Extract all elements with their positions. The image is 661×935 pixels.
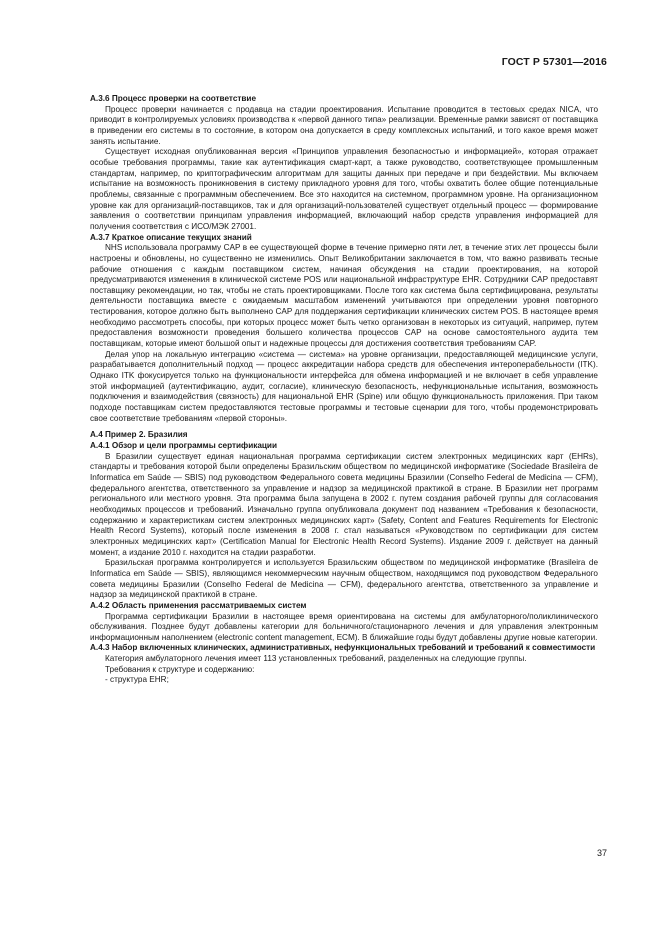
paragraph: NHS использовала программу CAP в ее существующей форме в течение примерно пяти лет, в течение этих лет процессы были настроены и обновлены, но существенно не изменились. Опыт Великобритании заключается в том, что важно развивать тесные рабочие отношения с каждым поставщиком систем, начиная обсуждения на стадии проектирования, на которой предусматриваются изменения в клинической системе POS или национальной инфраструктуре EHR. Сотрудники CAP предоставят поставщику рекомендации, но так, чтобы не стать проектировщиками. После того как система была сертифицирована, результаты деятельности поставщика вместе с ожидаемым масштабом изменений учитываются при определении уровня повторного тестирования, которое должно быть выполнено CAP для поддержания сертификации клинических систем POS. В настоящее время необходимо рассмотреть способы, при которых процесс может быть четко организован в некоторых из ситуаций, например, путем предоставления возможности проведения большего количества процессов CAP на основе самостоятельного аудита тем поставщикам, которые имеют большой опыт и надежные процессы для достижения соответствия требованиям CAP.	[90, 243, 598, 349]
paragraph: Существует исходная опубликованная версия «Принципов управления безопасностью и информацией», которая отражает особые требования программы, такие как аутентификация смарт-карт, а также руководство, соответствующее промышленным стандартам, например, по криптографическим алгоритмам для защиты данных при передаче и при бездействии. Мы включаем испытание на возможность проникновения в систему прикладного уровня для того, чтобы охватить более общие потенциальные проблемы, связанные с программным обеспечением. Все это находится на системном, программном уровне. На организационном уровне как для организаций-поставщиков, так и для организаций-пользователей существует отдельный процесс — формирование заявления о соответствии принципам управления информацией, включающий набор средств управления информацией для получения соответствия с ИСО/МЭК 27001.	[90, 147, 598, 231]
paragraph: Процесс проверки начинается с продавца на стадии проектирования. Испытание проводится в тестовых средах NICA, что приводит в контролируемых условиях производства к «первой данного типа» реализации. Временные рамки зависят от поставщика в приведении его системы в то состояние, в котором она допускается в среду комплексных испытаний, и того какое время может занять испытание.	[90, 104, 598, 146]
page-number: 37	[596, 848, 607, 858]
section-heading-a43: А.4.3 Набор включенных клинических, административных, нефункциональных требований и требований к совместимости	[90, 643, 596, 653]
paragraph: В Бразилии существует единая национальная программа сертификации систем электронных медицинских карт (EHRs), стандарты и требования которой были определены Бразильским обществом по медицинской информатике (Sociedade Brasileira de Informatica em Saúde — SBIS) под руководством Федерального совета медицины Бразилии (Conselho Federal de Medicina — CFM), федерального агентства, ответственного за управление и надзор за медицинской практикой в стране. В Бразилии нет программ регионального или местного уровня. Эта программа была запущена в 2002 г. путем создания рабочей группы для согласования необходимых процессов и требований. Изначально группа опубликовала документ под названием «Требования к безопасности, содержанию и характеристикам систем электронных медицинских карт» (Safety, Content and Features Requirements for Electronic Health Record Systems), который после изменения в 2008 г. стал называться «Руководством по сертификации для систем электронных медицинских карт» (Certification Manual for Electronic Health Record Systems). Издание 2009 г. действует на данный момент, а издание 2010 г. находится на стадии разработки.	[90, 451, 598, 557]
section-heading-a42: А.4.2 Область применения рассматриваемых систем	[90, 600, 307, 610]
list-item: - структура EHR;	[105, 675, 169, 685]
paragraph: Делая упор на локальную интеграцию «система — система» на уровне организации, предоставляющей медицинские услуги, разрабатывается дополнительный подход — процесс аккредитации набора средств для обеспечения интероперабельности (ITK). Однако ITK фокусируется только на функциональности интерфейса для обмена информацией и не включает в себя управление этой информацией (аутентификацию, аудит, согласие), клиническую безопасность, нефункциональные испытания, возможность подключения и взаимодействия (связность) для национальной EHR (Spine) или общую функциональность приложения. При таком подходе поставщикам систем предоставляются тестовые программы и тестовые сценарии для того, чтобы продемонстрировать свое соответствие требованиям «первой стороны».	[90, 349, 598, 423]
paragraph: Программа сертификации Бразилии в настоящее время ориентирована на системы для амбулаторного/поликлинического обслуживания. Позднее будут добавлены категории для больничного/стационарного лечения и для управления электронным информационным наполнением (electronic content management, ECM). В ближайшие годы будут добавлены другие новые категории.	[90, 611, 598, 642]
paragraph: Бразильская программа контролируется и используется Бразильским обществом по медицинской информатике (Brasileira de Informatica em Saúde — SBIS), являющимся некоммерческим научным обществом, находящимся под руководством Федерального совета медицины Бразилии (Conselho Federal de Medicina — CFM), федерального агентства, ответственного за управление и надзор за медицинской практикой в стране.	[90, 558, 598, 600]
paragraph: Категория амбулаторного лечения имеет 113 установленных требований, разделенных на следующие группы.	[105, 654, 527, 664]
section-heading-a41: А.4.1 Обзор и цели программы сертификации	[90, 441, 277, 450]
section-heading-a37: А.3.7 Краткое описание текущих знаний	[90, 232, 252, 242]
section-heading-a4: А.4 Пример 2. Бразилия	[90, 430, 188, 440]
paragraph: Требования к структуре и содержанию:	[105, 664, 255, 674]
section-heading-a36: А.3.6 Процесс проверки на соответствие	[90, 94, 257, 103]
document-body	[90, 94, 598, 686]
document-header: ГОСТ Р 57301—2016	[501, 56, 607, 68]
